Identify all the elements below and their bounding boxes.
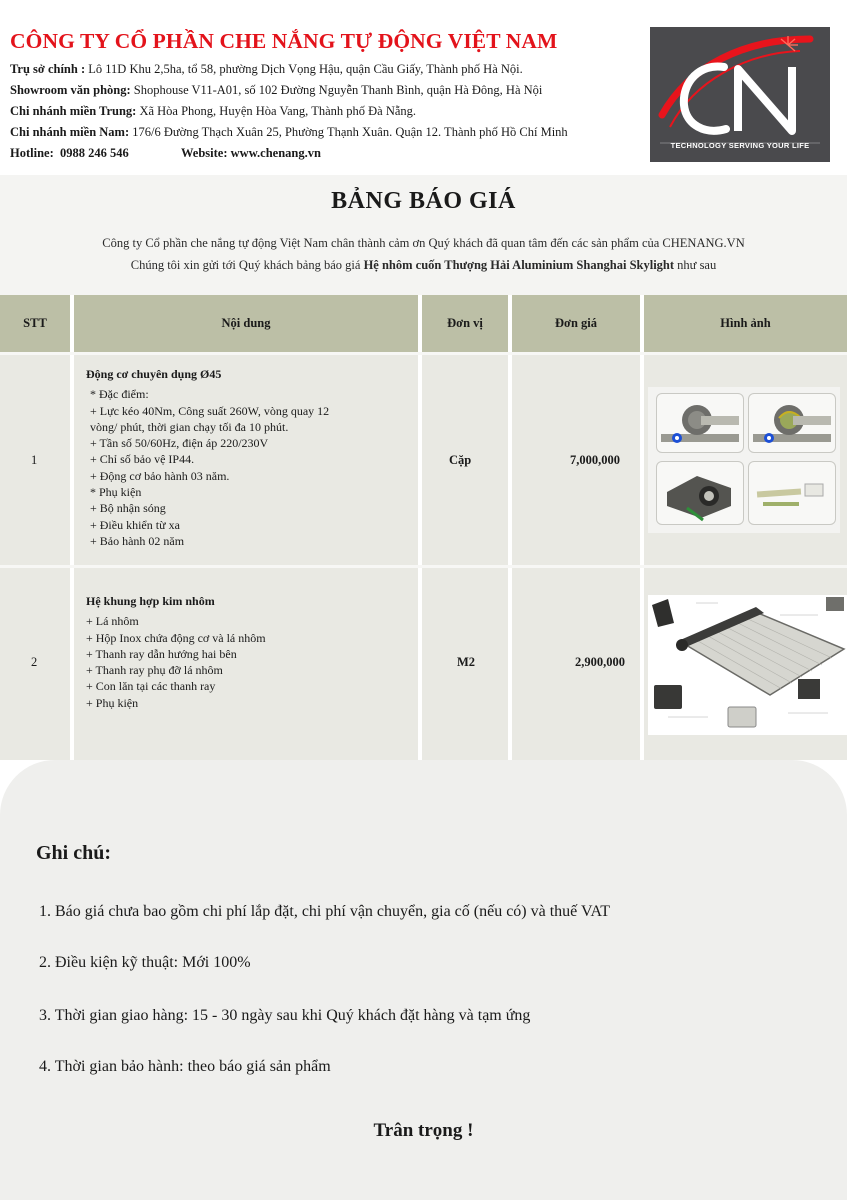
motor-photo-2 (748, 393, 836, 453)
row-2-stt: 2 (31, 655, 38, 669)
hotline-label: Hotline: (10, 146, 54, 160)
header-unit: Đơn vị (422, 295, 508, 352)
central-branch-address: Xã Hòa Phong, Huyện Hòa Vang, Thành phố Đà Nẵng. (136, 104, 417, 118)
column-divider (418, 295, 422, 760)
header-content: Nội dung (74, 295, 418, 352)
column-divider (70, 295, 74, 760)
south-branch-label: Chi nhánh miền Nam: (10, 125, 130, 139)
row-1-detail-line: + Bộ nhận sóng (90, 501, 166, 516)
motor-product-photo (648, 387, 840, 533)
motor-photo-1 (656, 393, 744, 453)
row-1-description (86, 366, 406, 549)
row-divider (0, 352, 847, 355)
row-1-price: 7,000,000 (570, 453, 620, 467)
website-label: Website: (181, 146, 228, 160)
row-2-detail-line: + Thanh ray phụ đỡ lá nhôm (86, 663, 223, 678)
motor-photo-3 (656, 461, 744, 525)
letterhead (0, 0, 847, 175)
row-1-stt: 1 (31, 453, 38, 467)
row-2-price: 2,900,000 (575, 655, 625, 669)
aluminium-frame-photo (648, 595, 847, 735)
quote-table (0, 295, 847, 760)
row-2-description (86, 593, 406, 711)
intro-line-1: Công ty Cổ phần che nắng tự động Việt Nam chân thành cảm ơn Quý khách đã quan tâm đến các sản phẩm của CHENANG.VN (102, 236, 745, 250)
row-divider (0, 565, 847, 568)
company-logo (650, 27, 830, 162)
row-1-detail-line: vòng/ phút, thời gian chạy tối đa 10 phút. (90, 419, 289, 434)
website-link[interactable]: www.chenang.vn (230, 146, 321, 160)
row-2-detail-line: + Con lăn tại các thanh ray (86, 679, 216, 694)
row-1-detail-line: + Điều khiển từ xa (90, 517, 180, 532)
row-2-detail-line: + Phụ kiện (86, 695, 139, 710)
row-1-title: Động cơ chuyên dụng Ø45 (86, 367, 222, 381)
intro-product-name: Hệ nhôm cuốn Thượng Hải Aluminium Shanghai Skylight (363, 258, 675, 272)
head-office-line (10, 62, 523, 77)
note-item: 4. Thời gian bảo hành: theo báo giá sản phẩm (39, 1058, 331, 1075)
showroom-address: Shophouse V11-A01, số 102 Đường Nguyễn Thanh Bình, quận Hà Đông, Hà Nội (130, 83, 543, 97)
row-2-detail-line: + Thanh ray dẫn hướng hai bên (86, 646, 237, 661)
row-2-detail-line: + Hộp Inox chứa động cơ và lá nhôm (86, 630, 266, 645)
logo-tagline: TECHNOLOGY SERVING YOUR LIFE (670, 141, 810, 150)
remote-accessory-photo (748, 461, 836, 525)
closing-regards: Trân trọng ! (373, 1120, 474, 1141)
row-1-detail-line: + Chỉ số bảo vệ IP44. (90, 452, 195, 467)
document-title: BẢNG BÁO GIÁ (331, 188, 516, 214)
contact-line (10, 146, 321, 161)
row-1-detail-line: * Phụ kiện (90, 485, 142, 500)
south-branch-address: 176/6 Đường Thạch Xuân 25, Phường Thạnh Xuân. Quận 12. Thành phố Hồ Chí Minh (129, 125, 568, 139)
showroom-line (10, 83, 542, 98)
column-divider (508, 295, 512, 760)
note-item: 1. Báo giá chưa bao gồm chi phí lắp đặt, chi phí vận chuyển, gia cố (nếu có) và thuế VAT (39, 903, 611, 920)
intro-line-2 (0, 258, 847, 273)
intro-line-2-prefix: Chúng tôi xin gửi tới Quý khách bảng báo giá (130, 258, 364, 272)
hotline-number[interactable]: 0988 246 546 (60, 146, 129, 160)
row-1-detail-line: + Bảo hành 02 năm (90, 533, 185, 548)
central-branch-line (10, 104, 416, 119)
row-2-title: Hệ khung hợp kim nhôm (86, 594, 215, 608)
note-item: 3. Thời gian giao hàng: 15 - 30 ngày sau khi Quý khách đặt hàng và tạm ứng (39, 1007, 531, 1024)
intro-line-2-suffix: như sau (674, 258, 717, 272)
south-branch-line (10, 125, 568, 140)
row-1-detail-line: + Động cơ bảo hành 03 năm. (90, 468, 230, 483)
header-stt: STT (0, 295, 70, 352)
row-1-detail-line: + Tần số 50/60Hz, điện áp 220/230V (90, 436, 269, 451)
head-office-label: Trụ sở chính : (10, 62, 86, 76)
notes-title: Ghi chú: (36, 842, 112, 864)
row-1-detail-line: + Lực kéo 40Nm, Công suất 260W, vòng quay 12 (90, 403, 330, 418)
header-image: Hình ảnh (644, 295, 847, 352)
company-name: CÔNG TY CỔ PHẦN CHE NẮNG TỰ ĐỘNG VIỆT NAM (10, 29, 558, 53)
row-2-detail-line: + Lá nhôm (86, 614, 139, 629)
column-divider (640, 295, 644, 760)
head-office-address: Lô 11D Khu 2,5ha, tổ 58, phường Dịch Vọng Hậu, quận Cầu Giấy, Thành phố Hà Nội. (85, 62, 523, 76)
showroom-label: Showroom văn phòng: (10, 83, 131, 97)
header-price: Đơn giá (512, 295, 640, 352)
row-1-unit: Cặp (449, 453, 472, 467)
note-item: 2. Điều kiện kỹ thuật: Mới 100% (39, 954, 251, 971)
row-1-detail-line: * Đặc điểm: (90, 387, 149, 402)
row-2-unit: M2 (457, 655, 476, 669)
central-branch-label: Chi nhánh miền Trung: (10, 104, 137, 118)
